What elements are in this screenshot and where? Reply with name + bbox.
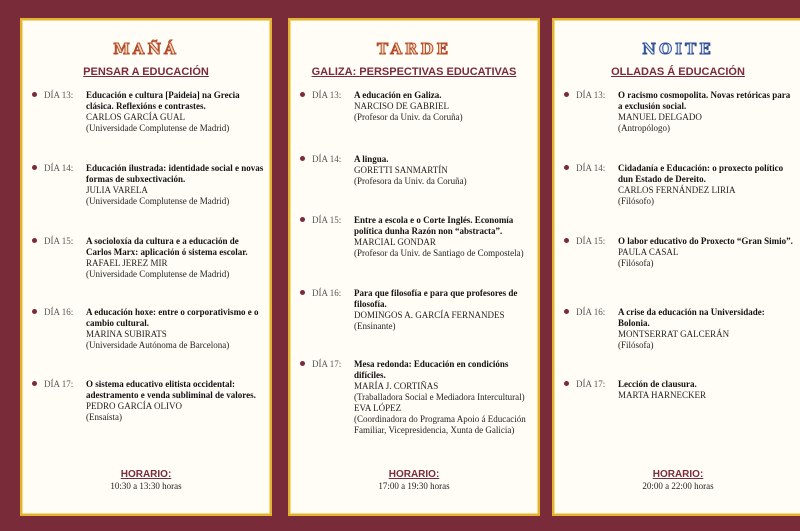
session-affiliation: (Universidade Complutense de Madrid) bbox=[86, 269, 230, 279]
bullet-icon bbox=[564, 309, 569, 314]
bullet-icon bbox=[32, 309, 37, 314]
session-affiliation: (Filósofa) bbox=[618, 258, 654, 268]
session-speaker: PEDRO GARCÍA OLIVO bbox=[86, 401, 183, 411]
column-heading: NOITE bbox=[642, 40, 714, 58]
column-noite bbox=[552, 18, 800, 516]
session-topic: A lingua. bbox=[354, 154, 389, 164]
session-affiliation: (Ensaísta) bbox=[86, 412, 122, 422]
horario bbox=[554, 469, 800, 491]
session-topic: O racismo cosmopolita. Novas retóricas para a exclusión social. bbox=[618, 90, 791, 111]
session-topic: A educación en Galiza. bbox=[354, 90, 442, 100]
horario bbox=[22, 469, 270, 491]
session-day: DÍA 14: bbox=[312, 154, 342, 164]
column-subtitle: OLLADAS Á EDUCACIÓN bbox=[611, 66, 745, 78]
session-affiliation: (Universidade Complutense de Madrid) bbox=[86, 123, 230, 133]
horario-label: HORARIO: bbox=[120, 469, 172, 480]
session-speaker: RAFAEL JEREZ MIR bbox=[86, 258, 168, 268]
horario-label: HORARIO: bbox=[652, 469, 704, 480]
bullet-icon bbox=[32, 238, 37, 243]
session-topic: O sistema educativo elitista occidental: adestramento e venda subliminal de valores. bbox=[86, 379, 256, 400]
bullet-icon bbox=[32, 381, 37, 386]
session-entry bbox=[564, 379, 796, 401]
session-entry bbox=[32, 163, 264, 207]
horario-time: 20:00 a 22:00 horas bbox=[642, 481, 714, 491]
session-topic: O labor educativo do Proxecto “Gran Simio”. bbox=[618, 236, 793, 246]
session-speaker: MARCIAL GONDAR bbox=[354, 237, 436, 247]
session-day: DÍA 15: bbox=[576, 236, 606, 246]
session-topic: Para que filosofía e para que profesores de filosofía. bbox=[354, 288, 518, 309]
session-entry bbox=[300, 90, 532, 123]
session-affiliation: (Profesor da Univ. de Santiago de Compostela) bbox=[354, 248, 524, 258]
session-day: DÍA 14: bbox=[576, 163, 606, 173]
session-day: DÍA 17: bbox=[312, 359, 342, 369]
session-speaker: NARCISO DE GABRIEL bbox=[354, 101, 450, 111]
bullet-icon bbox=[300, 92, 305, 97]
session-topic: Lección de clausura. bbox=[618, 379, 697, 389]
session-entry bbox=[300, 215, 532, 259]
session-topic: A educación hoxe: entre o corporativismo e o cambio cultural. bbox=[86, 307, 259, 328]
session-affiliation: (Ensinante) bbox=[354, 321, 396, 331]
session-entry bbox=[32, 90, 264, 134]
bullet-icon bbox=[564, 165, 569, 170]
bullet-icon bbox=[32, 92, 37, 97]
session-speaker-2: EVA LÓPEZ bbox=[354, 403, 402, 413]
session-affiliation: (Filósofa) bbox=[618, 340, 654, 350]
session-entry bbox=[32, 236, 264, 280]
bullet-icon bbox=[300, 156, 305, 161]
session-speaker: MARTA HARNECKER bbox=[618, 390, 706, 400]
session-day: DÍA 16: bbox=[44, 307, 74, 317]
column-heading: TARDE bbox=[377, 40, 451, 58]
session-affiliation: (Universidade Autónoma de Barcelona) bbox=[86, 340, 230, 350]
session-day: DÍA 13: bbox=[312, 90, 342, 100]
session-day: DÍA 16: bbox=[576, 307, 606, 317]
session-day: DÍA 13: bbox=[576, 90, 606, 100]
horario-time: 10:30 a 13:30 horas bbox=[110, 481, 182, 491]
session-entry bbox=[564, 163, 796, 207]
session-speaker: CARLOS FERNÁNDEZ LIRIA bbox=[618, 185, 736, 195]
session-entry bbox=[564, 307, 796, 351]
column-tarde bbox=[288, 18, 540, 516]
session-entry bbox=[300, 154, 532, 187]
session-entry bbox=[300, 359, 532, 436]
column-heading: MAÑÁ bbox=[113, 40, 179, 58]
session-affiliation: (Profesor da Univ. da Coruña) bbox=[354, 112, 463, 122]
session-day: DÍA 15: bbox=[44, 236, 74, 246]
horario-label: HORARIO: bbox=[388, 469, 440, 480]
session-day: DÍA 17: bbox=[44, 379, 74, 389]
session-day: DÍA 17: bbox=[576, 379, 606, 389]
session-day: DÍA 13: bbox=[44, 90, 74, 100]
session-speaker: MARÍA J. CORTIÑAS bbox=[354, 381, 439, 391]
session-topic: Educación e cultura [Paideia] na Grecia clásica. Reflexións e contrastes. bbox=[86, 90, 240, 111]
session-affiliation: (Universidade Complutense de Madrid) bbox=[86, 196, 230, 206]
session-speaker: GORETTI SANMARTÍN bbox=[354, 165, 448, 175]
session-speaker: PAULA CASAL bbox=[618, 247, 679, 257]
session-affiliation: (Antropólogo) bbox=[618, 123, 670, 133]
column-subtitle: PENSAR A EDUCACIÓN bbox=[83, 66, 209, 78]
bullet-icon bbox=[300, 361, 305, 366]
session-day: DÍA 15: bbox=[312, 215, 342, 225]
session-entry bbox=[564, 236, 796, 269]
session-speaker: CARLOS GARCÍA GUAL bbox=[86, 112, 186, 122]
session-day: DÍA 16: bbox=[312, 288, 342, 298]
session-speaker: MONTSERRAT GALCERÁN bbox=[618, 329, 730, 339]
bullet-icon bbox=[564, 381, 569, 386]
bullet-icon bbox=[300, 290, 305, 295]
horario bbox=[290, 469, 538, 491]
session-affiliation-2: (Coordinadora do Programa Apoio á Educación Familiar, Vicepresidencia, Xunta de Galicia) bbox=[354, 414, 526, 435]
session-affiliation: (Profesora da Univ. da Coruña) bbox=[354, 176, 467, 186]
session-entry bbox=[564, 90, 796, 134]
horario-time: 17:00 a 19:30 horas bbox=[378, 481, 450, 491]
session-topic: Mesa redonda: Educación en condicións difíciles. bbox=[354, 359, 509, 380]
session-speaker: JULIA VARELA bbox=[86, 185, 148, 195]
bullet-icon bbox=[300, 217, 305, 222]
session-entry bbox=[32, 307, 264, 351]
column-subtitle: GALIZA: PERSPECTIVAS EDUCATIVAS bbox=[311, 66, 517, 78]
session-topic: Entre a escola e o Corte Inglés. Economía política dunha Razón non “abstracta”. bbox=[354, 215, 514, 236]
session-topic: Educación ilustrada: identidade social e novas formas de subxectivación. bbox=[86, 163, 264, 184]
bullet-icon bbox=[32, 165, 37, 170]
session-day: DÍA 14: bbox=[44, 163, 74, 173]
session-topic: Cidadanía e Educación: o proxecto político dun Estado de Dereito. bbox=[618, 163, 784, 184]
session-speaker: MARINA SUBIRATS bbox=[86, 329, 167, 339]
session-speaker: DOMINGOS A. GARCÍA FERNANDES bbox=[354, 310, 505, 320]
bullet-icon bbox=[564, 238, 569, 243]
session-speaker: MANUEL DELGADO bbox=[618, 112, 702, 122]
session-entry bbox=[32, 379, 264, 423]
session-affiliation: (Traballadora Social e Mediadora Intercultural) bbox=[354, 392, 525, 402]
session-affiliation: (Filósofo) bbox=[618, 196, 654, 206]
column-manha bbox=[20, 18, 272, 516]
session-topic: A crise da educación na Universidade: Bolonia. bbox=[618, 307, 765, 328]
bullet-icon bbox=[564, 92, 569, 97]
session-entry bbox=[300, 288, 532, 332]
session-topic: A socioloxía da cultura e a educación de Carlos Marx: aplicación ó sistema escolar. bbox=[86, 236, 248, 257]
